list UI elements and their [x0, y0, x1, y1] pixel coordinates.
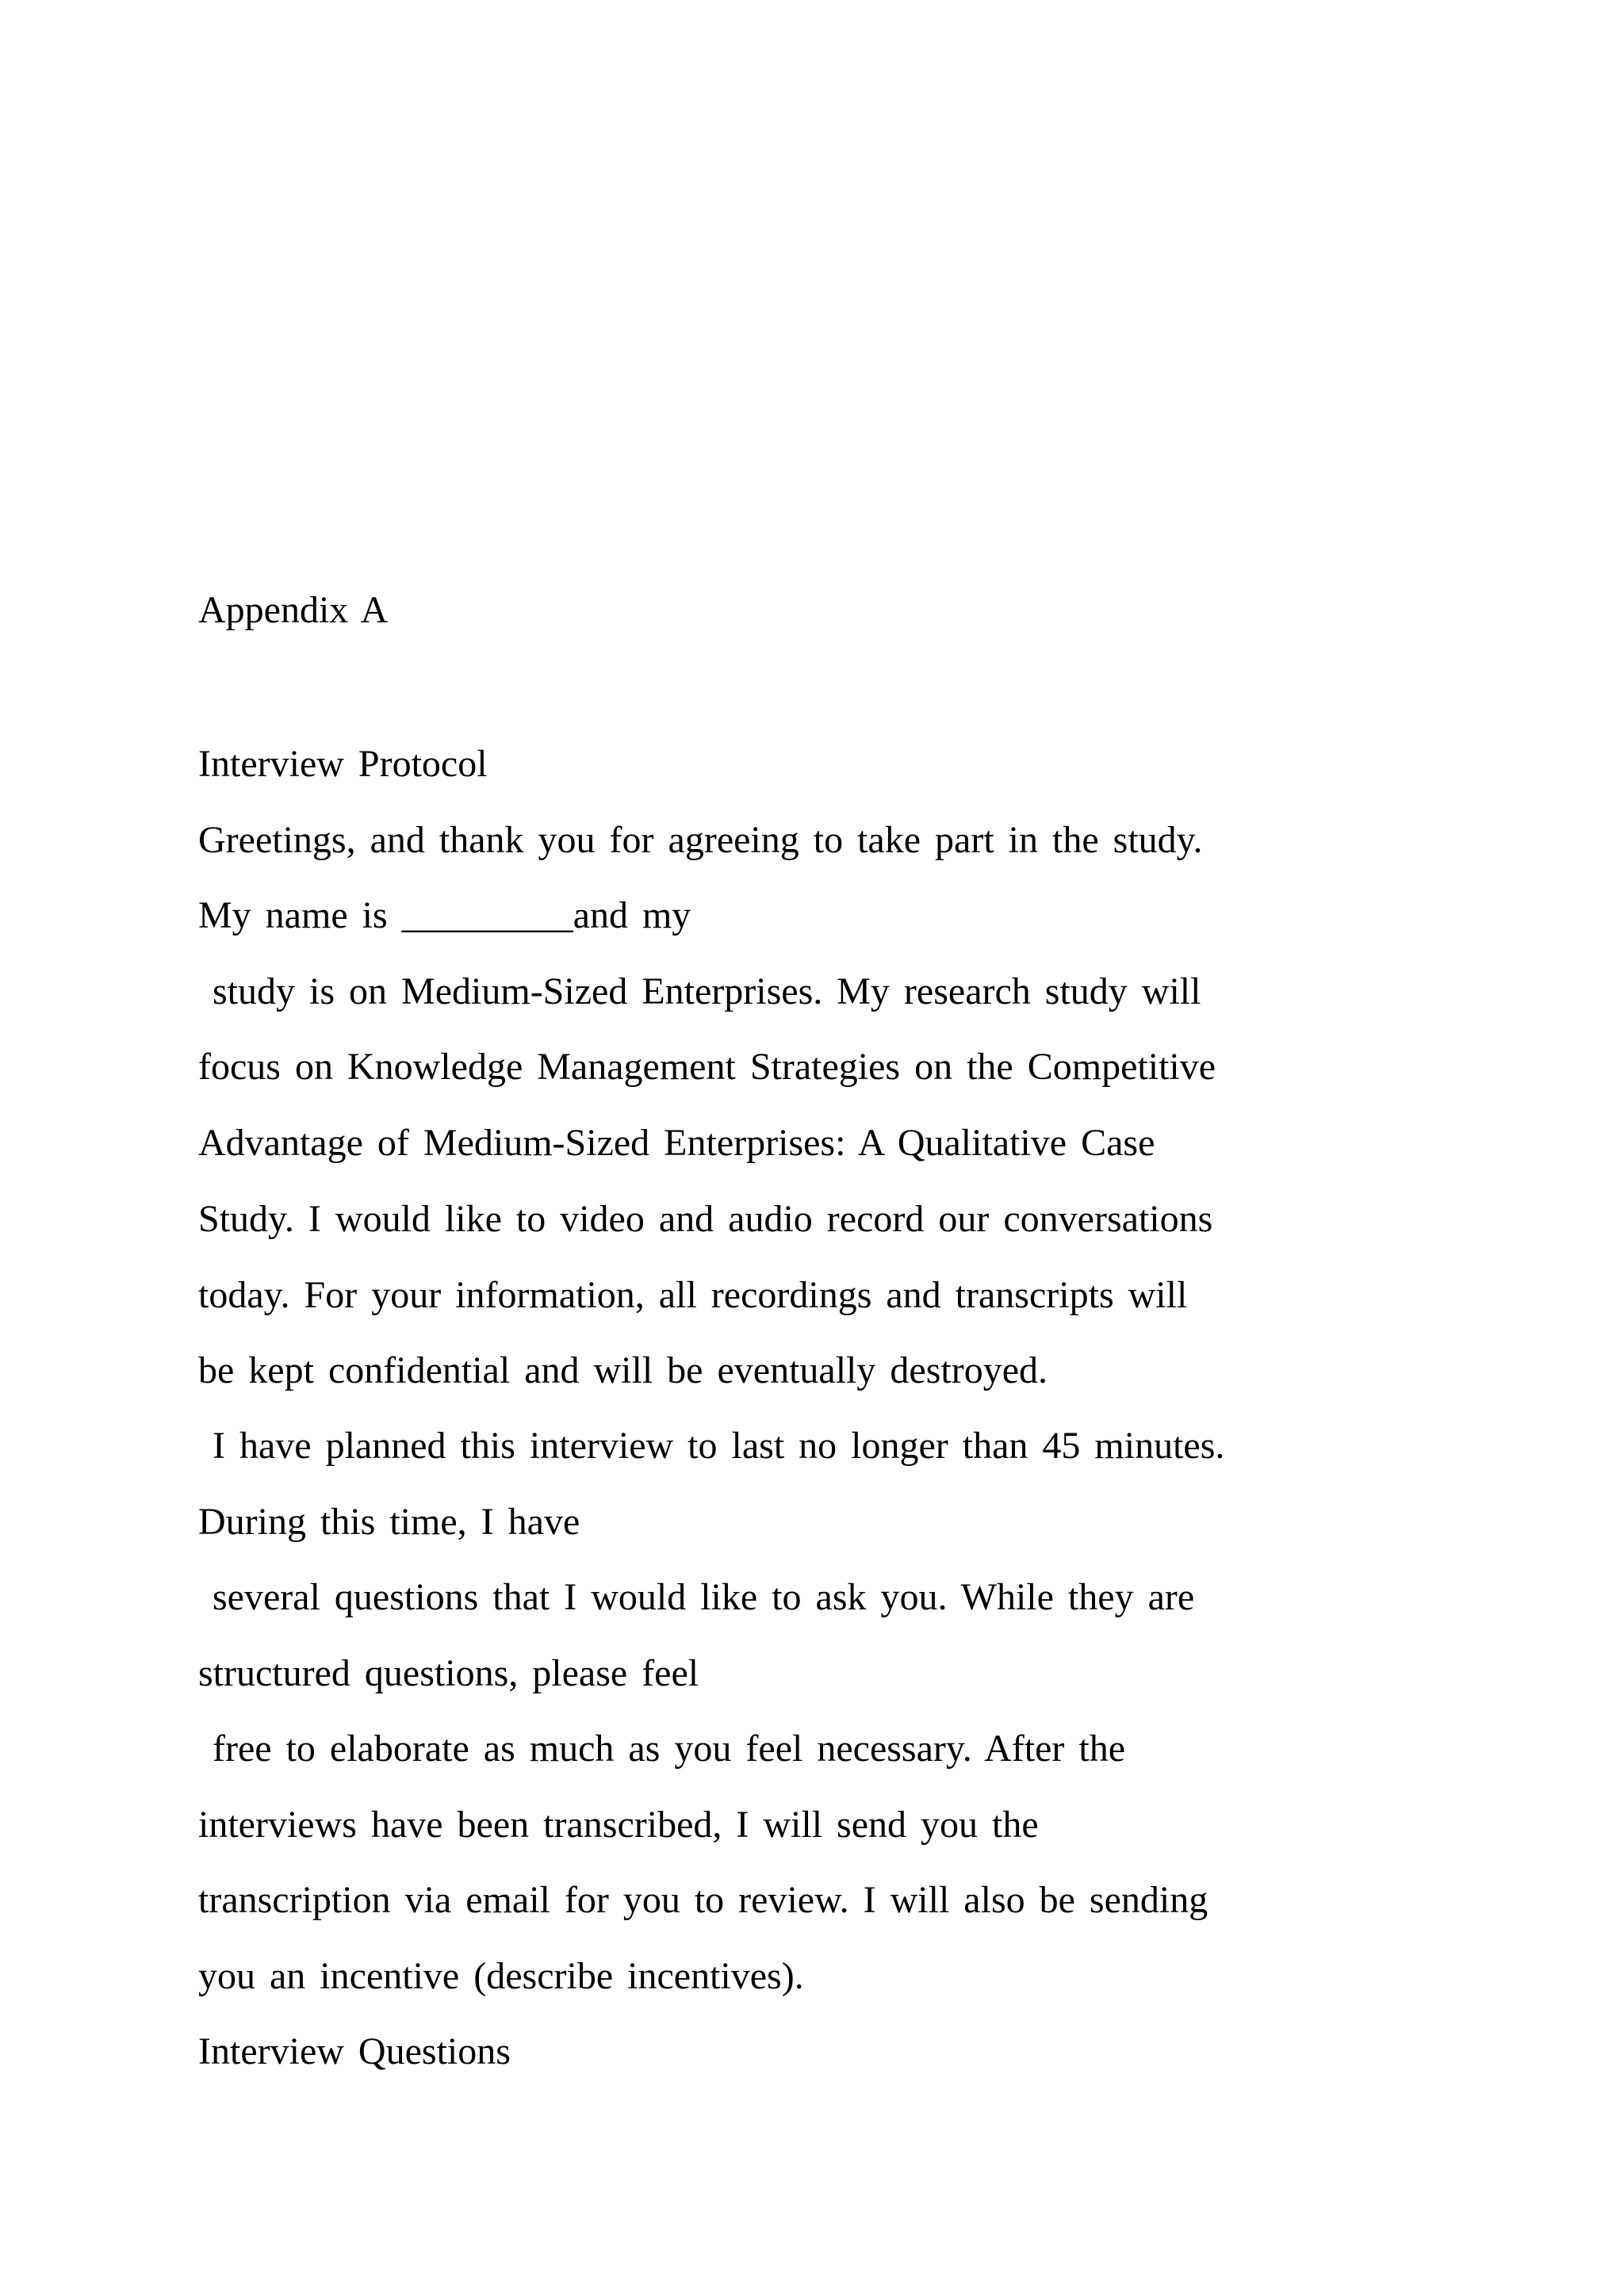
body-line: focus on Knowledge Management Strategies on the Competitive — [198, 1046, 1216, 1088]
questions-title: Interview Questions — [198, 2030, 511, 2072]
section-title: Interview Protocol — [198, 743, 488, 785]
appendix-heading: Appendix A — [198, 589, 389, 631]
body-line: My name is _________and my — [198, 894, 691, 936]
body-line: free to elaborate as much as you feel necessary. After the — [198, 1728, 1126, 1770]
body-line: I have planned this interview to last no longer than 45 minutes. — [198, 1425, 1225, 1467]
body-line: you an incentive (describe incentives). — [198, 1955, 804, 1997]
body-line: transcription via email for you to review. I will also be sending — [198, 1879, 1208, 1921]
body-line: several questions that I would like to ask you. While they are — [198, 1576, 1195, 1618]
body-line: Advantage of Medium-Sized Enterprises: A Qualitative Case — [198, 1122, 1155, 1164]
body-line: structured questions, please feel — [198, 1652, 699, 1694]
body-line: today. For your information, all recordings and transcripts will — [198, 1274, 1188, 1316]
body-line: study is on Medium-Sized Enterprises. My research study will — [198, 970, 1201, 1012]
body-line: be kept confidential and will be eventually destroyed. — [198, 1349, 1048, 1391]
body-line: Greetings, and thank you for agreeing to take part in the study. — [198, 819, 1203, 861]
body-line: Study. I would like to video and audio record our conversations — [198, 1198, 1213, 1240]
body-line: During this time, I have — [198, 1501, 580, 1543]
body-line: interviews have been transcribed, I will send you the — [198, 1804, 1039, 1846]
